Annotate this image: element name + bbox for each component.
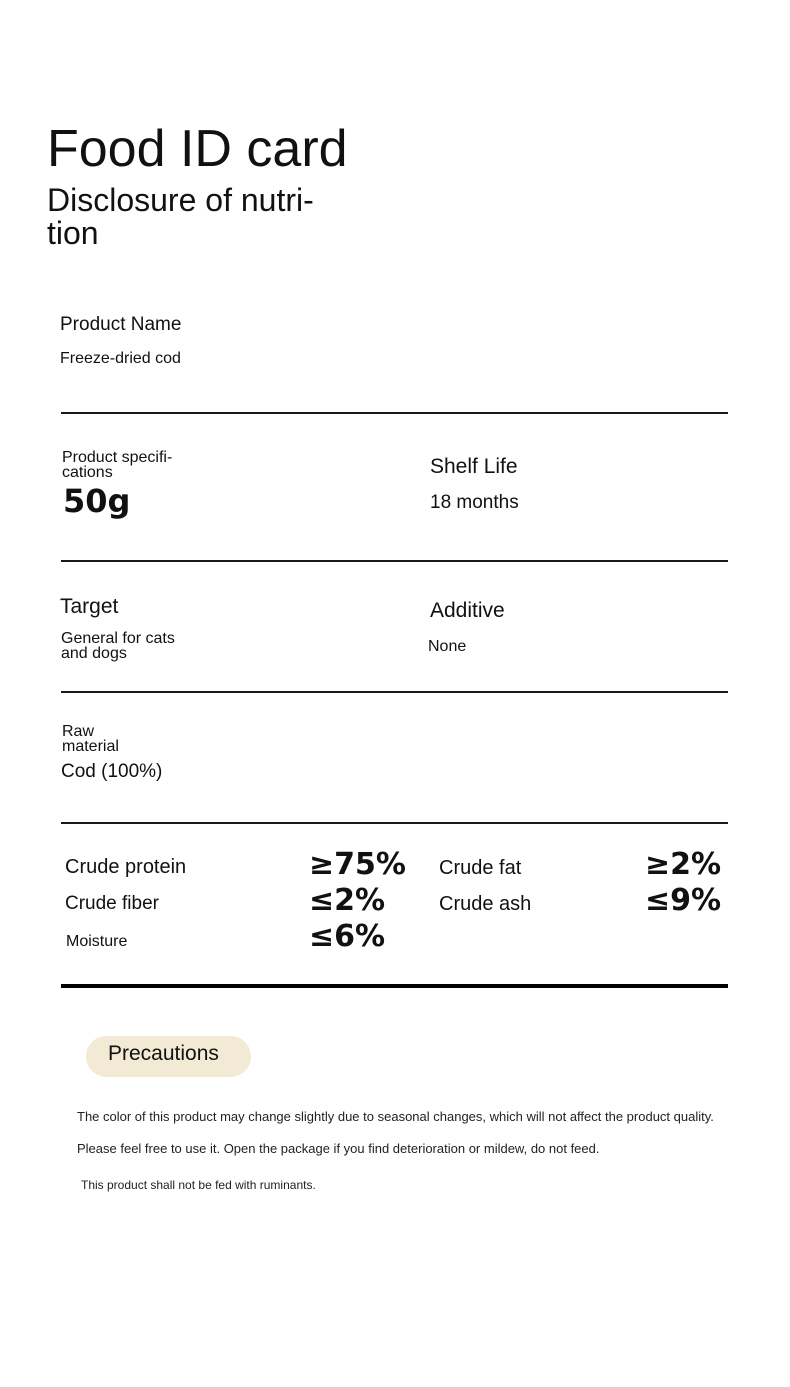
nutrient-label: Crude fat — [439, 857, 522, 879]
nutrient-value: ≤6% — [309, 919, 386, 954]
nutrient-value: ≤2% — [309, 883, 386, 918]
product-name-label: Product Name — [60, 314, 182, 335]
divider — [61, 691, 728, 693]
specifications-label: Product specifi-cations — [62, 449, 173, 481]
precautions-text: The color of this product may change slightly due to seasonal changes, which will not affect the product quality. Please feel free to use it. Open the package if you find deterioration or mildew, do not feed. — [77, 1109, 714, 1156]
additive-label: Additive — [430, 599, 505, 622]
divider — [61, 412, 728, 414]
nutrient-value: ≤9% — [645, 883, 722, 918]
divider — [61, 822, 728, 824]
page-title: Food ID card — [47, 120, 348, 178]
target-label: Target — [60, 595, 119, 618]
nutrient-label: Crude protein — [65, 856, 187, 878]
nutrient-value: ≥2% — [645, 847, 722, 882]
specifications-value: 50g — [63, 482, 131, 520]
precautions-note: This product shall not be fed with ruminants. — [81, 1178, 316, 1192]
nutrient-label: Moisture — [66, 933, 128, 950]
shelf-life-value: 18 months — [430, 492, 519, 513]
divider — [61, 560, 728, 562]
target-value: General for cats and dogs — [61, 630, 175, 662]
nutrient-label: Crude fiber — [65, 893, 159, 914]
raw-material-label: Raw material — [62, 723, 119, 755]
divider — [61, 984, 728, 988]
product-name-value: Freeze-dried cod — [60, 350, 181, 367]
page-subtitle: Disclosure of nutri-tion — [47, 182, 314, 251]
precautions-title: Precautions — [108, 1042, 219, 1065]
nutrient-label: Crude ash — [439, 893, 532, 915]
shelf-life-label: Shelf Life — [430, 455, 518, 478]
nutrient-value: ≥75% — [309, 847, 406, 882]
raw-material-value: Cod (100%) — [61, 761, 163, 782]
additive-value: None — [428, 638, 467, 655]
